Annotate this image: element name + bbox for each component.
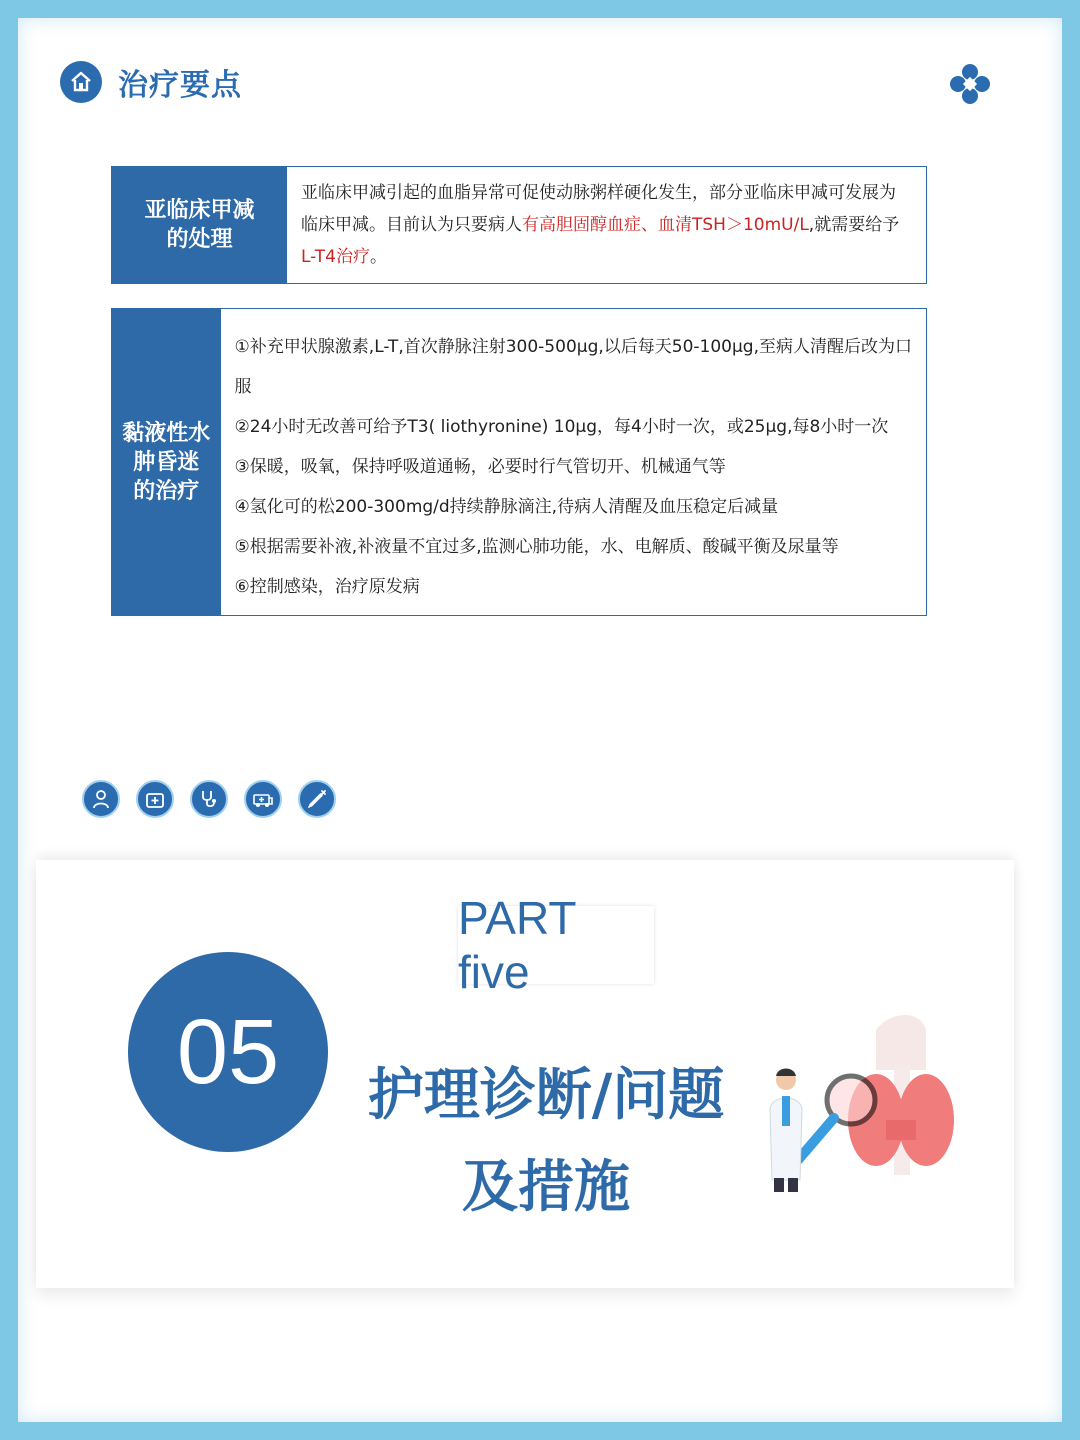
subclinical-hypothyroidism-row <box>111 166 927 284</box>
row-label-line1: 亚临床甲减 <box>144 198 255 223</box>
ambulance-icon <box>244 780 282 818</box>
doctor-icon <box>82 780 120 818</box>
header <box>60 60 242 104</box>
syringe-icon <box>298 780 336 818</box>
section-number: 05 <box>176 1000 280 1103</box>
doctor-thyroid-illustration <box>756 1010 956 1200</box>
part-label: PART five <box>458 906 654 984</box>
highlight-text: 有高胆固醇血症、血清TSH＞10mU/L <box>522 215 809 235</box>
treatment-item: ①补充甲状腺激素,L-T,首次静脉注射300-500μg,以后每天50-100μg,至病人清醒后改为口 <box>234 337 912 357</box>
medical-cross-logo-icon <box>948 62 992 106</box>
section-title-line2: 及措施 <box>462 1155 630 1220</box>
row-label <box>112 309 221 615</box>
stethoscope-icon <box>190 780 228 818</box>
medical-icons-row <box>82 780 336 818</box>
row-content <box>221 309 926 615</box>
text-part: ,就需要给予 <box>808 215 900 235</box>
first-aid-kit-icon <box>136 780 174 818</box>
section-divider-card <box>36 860 1014 1288</box>
text-part: 。 <box>369 247 387 267</box>
section-title <box>366 1050 726 1234</box>
row-label <box>112 167 287 283</box>
treatment-item: ⑥控制感染，治疗原发病 <box>234 577 420 597</box>
row-label-line1: 黏液性水肿昏迷 <box>122 420 211 475</box>
highlight-text: L-T4治疗 <box>301 247 370 267</box>
text-part: 亚临床甲减引起的血脂异常可促使动脉粥样硬化发生，部分亚临床甲减可发展为临床甲减。目前认为只要病人 <box>301 183 896 235</box>
treatment-item: ②24小时无改善可给予T3( liothyronine) 10μg，每4小时一次，或25μg,每8小时一次 <box>234 417 889 437</box>
treatment-item: ④氢化可的松200-300mg/d持续静脉滴注,待病人清醒及血压稳定后减量 <box>234 497 779 517</box>
treatment-item: ⑤根据需要补液,补液量不宜过多,监测心肺功能，水、电解质、酸碱平衡及尿量等 <box>234 537 839 557</box>
section-number-circle <box>128 952 328 1152</box>
treatment-item: 服 <box>234 377 252 397</box>
row-content <box>287 167 926 283</box>
row-label-line2: 的处理 <box>166 227 233 252</box>
myxedema-coma-row <box>111 308 927 616</box>
row-label-line2: 的治疗 <box>133 478 200 504</box>
home-icon[interactable] <box>60 61 102 103</box>
treatment-item: ③保暖，吸氧，保持呼吸道通畅，必要时行气管切开、机械通气等 <box>234 457 726 477</box>
slide-page <box>18 18 1062 1422</box>
page-title: 治疗要点 <box>118 68 242 103</box>
section-title-line1: 护理诊断/问题 <box>367 1063 725 1128</box>
